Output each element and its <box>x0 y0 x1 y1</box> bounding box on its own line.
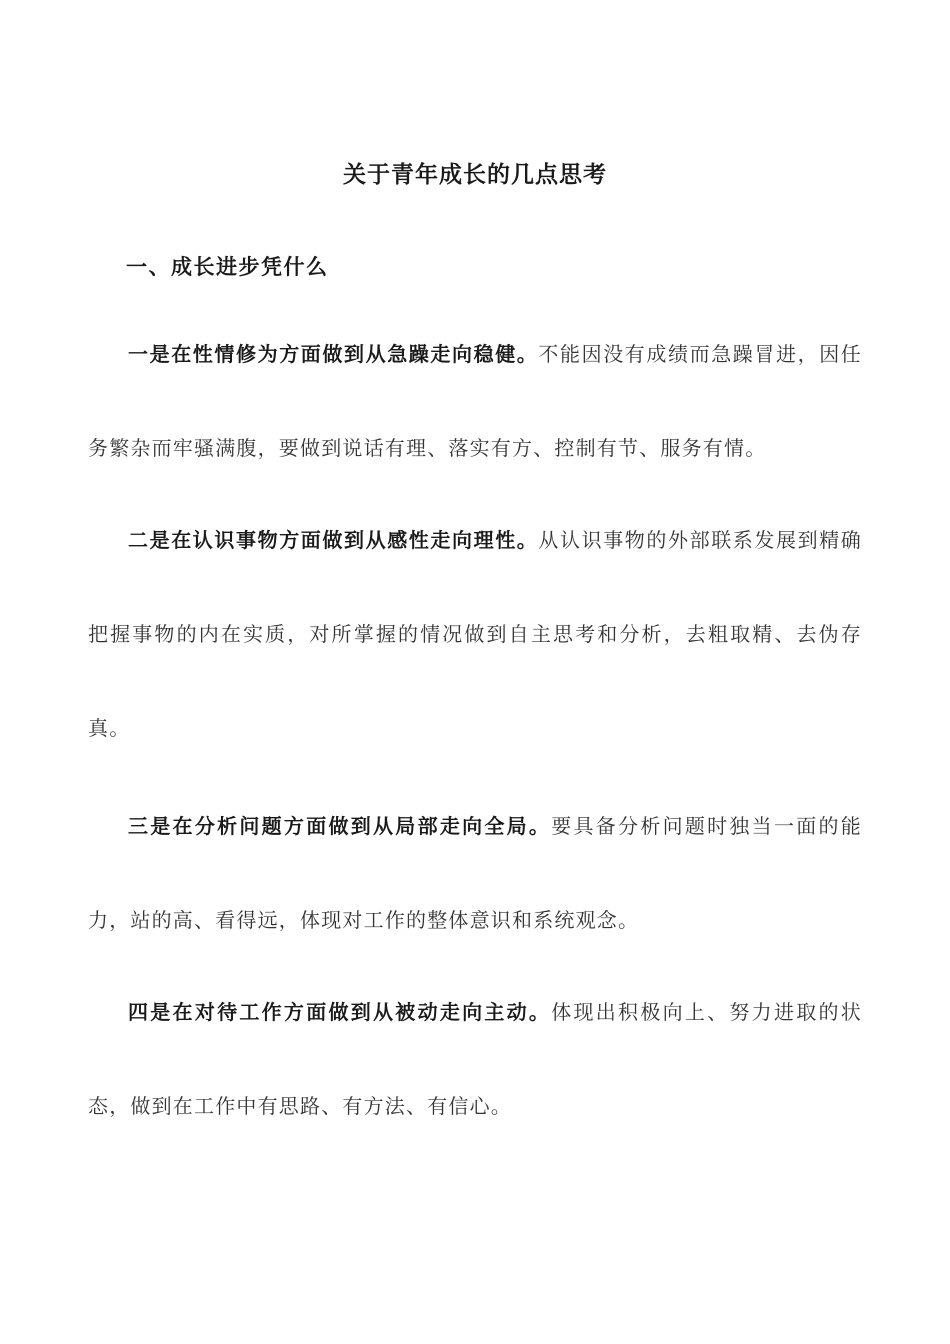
paragraph-3 <box>88 779 862 967</box>
paragraph-3-lead: 三是在分析问题方面做到从局部走向全局。 <box>128 814 552 838</box>
paragraph-2-lead: 二是在认识事物方面做到从感性走向理性。 <box>128 528 539 552</box>
paragraph-2-body: 从认识事物的外部联系发展到精确把握事物的内在实质，对所掌握的情况做到自主思考和分析，去粗取精、去伪存真。 <box>88 528 863 740</box>
paragraph-4-lead: 四是在对待工作方面做到从被动走向主动。 <box>128 1000 552 1024</box>
document-title: 关于青年成长的几点思考 <box>343 161 607 188</box>
paragraph-1 <box>88 307 862 495</box>
paragraph-4-body: 体现出积极向上、努力进取的状态，做到在工作中有思路、有方法、有信心。 <box>88 1000 862 1118</box>
paragraph-1-lead: 一是在性情修为方面做到从急躁走向稳健。 <box>128 342 539 366</box>
section-heading: 一、成长进步凭什么 <box>126 254 329 279</box>
paragraph-1-body: 不能因没有成绩而急躁冒进，因任务繁杂而牢骚满腹，要做到说话有理、落实有方、控制有节、服务有情。 <box>88 342 863 460</box>
paragraph-3-body: 要具备分析问题时独当一面的能力，站的高、看得远，体现对工作的整体意识和系统观念。 <box>88 814 862 932</box>
paragraph-2 <box>88 493 862 775</box>
paragraph-4 <box>88 965 862 1153</box>
